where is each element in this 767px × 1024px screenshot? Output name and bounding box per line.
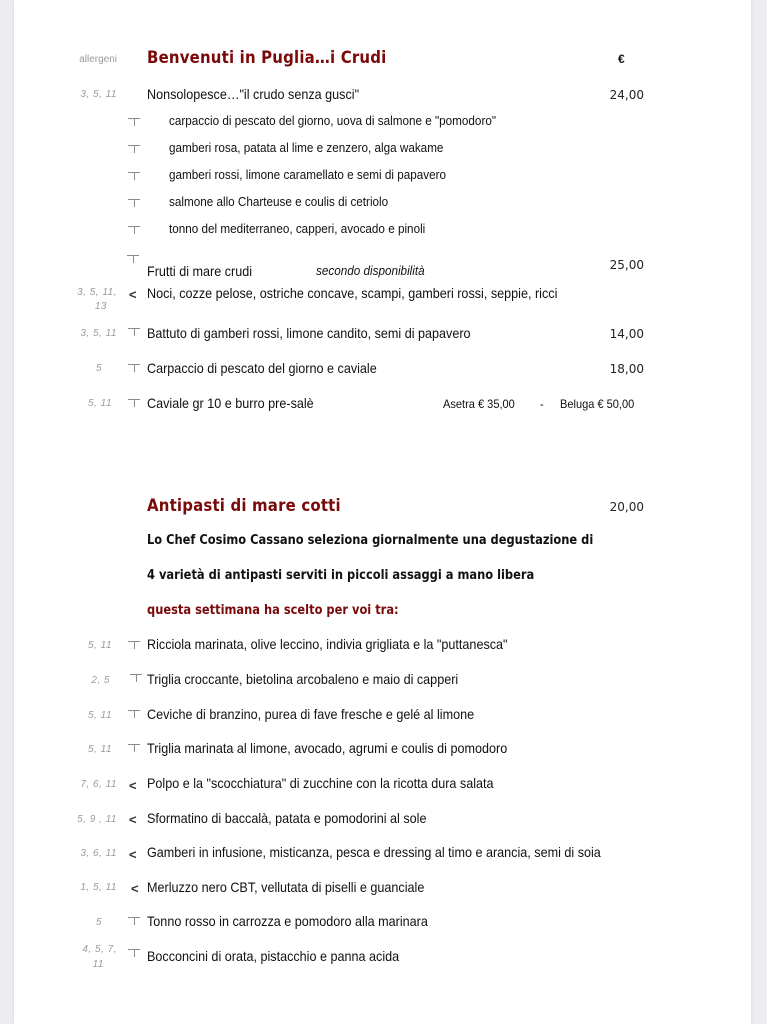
cotti-item-9: Tonno rosso in carrozza e pomodoro alla marinara bbox=[147, 913, 428, 929]
allergens-cotti-5: 7, 6, 11 bbox=[80, 779, 117, 790]
item-nonsolopesce: Nonsolopesce…"il crudo senza gusci" bbox=[147, 86, 360, 102]
allergens-cotti-8: 1, 5, 11 bbox=[80, 882, 117, 893]
fish-marker-icon bbox=[127, 117, 141, 127]
component-3: gamberi rossi, limone caramellato e semi di papavero bbox=[169, 167, 447, 182]
component-4: salmone allo Charteuse e coulis di cetriolo bbox=[169, 194, 389, 209]
fish-marker-icon bbox=[127, 198, 141, 208]
fish-marker-icon bbox=[127, 398, 141, 408]
availability-note: secondo disponibilità bbox=[316, 263, 425, 278]
allergens-cotti-2: 2, 5 bbox=[91, 675, 110, 686]
shellfish-marker-icon: < bbox=[129, 778, 137, 793]
fish-marker-icon bbox=[127, 709, 141, 719]
allergens-column-label: allergeni bbox=[79, 54, 117, 65]
shellfish-marker-icon: < bbox=[129, 847, 137, 862]
frutti-detail: Noci, cozze pelose, ostriche concave, scampi, gamberi rossi, seppie, ricci bbox=[147, 285, 558, 301]
item-carpaccio: Carpaccio di pescato del giorno e caviale bbox=[147, 360, 377, 376]
allergens-cotti-3: 5, 11 bbox=[88, 710, 112, 721]
fish-marker-icon bbox=[127, 640, 141, 650]
cotti-choice-intro: questa settimana ha scelto per voi tra: bbox=[147, 603, 399, 618]
fish-marker-icon bbox=[127, 171, 141, 181]
cotti-item-4: Triglia marinata al limone, avocado, agrumi e coulis di pomodoro bbox=[147, 740, 508, 756]
cotti-item-1: Ricciola marinata, olive leccino, indivia grigliata e la "puttanesca" bbox=[147, 636, 508, 652]
fish-marker-icon bbox=[127, 225, 141, 235]
price-separator: - bbox=[540, 397, 544, 411]
cotti-item-6: Sformatino di baccalà, patata e pomodorini al sole bbox=[147, 810, 427, 826]
fish-marker-icon bbox=[127, 363, 141, 373]
cotti-item-7: Gamberi in infusione, misticanza, pesca e dressing al timo e arancia, semi di soia bbox=[147, 844, 601, 860]
fish-marker-icon bbox=[127, 743, 141, 753]
fish-marker-icon bbox=[127, 327, 141, 337]
allergens-frutti-line2: 13 bbox=[94, 301, 107, 312]
item-battuto: Battuto di gamberi rossi, limone candito, semi di papavero bbox=[147, 325, 471, 341]
cotti-description-line2: 4 varietà di antipasti serviti in piccoli assaggi a mano libera bbox=[147, 568, 535, 583]
fish-marker-icon bbox=[127, 948, 141, 958]
cotti-item-10: Bocconcini di orata, pistacchio e panna acida bbox=[147, 948, 400, 964]
allergens-cotti-6: 5, 9 , 11 bbox=[77, 814, 117, 825]
allergens-cotti-9: 5 bbox=[95, 917, 102, 928]
allergens-cotti-4: 5, 11 bbox=[88, 744, 112, 755]
allergens-cotti-1: 5, 11 bbox=[88, 640, 112, 651]
price-battuto: 14,00 bbox=[609, 327, 644, 341]
cotti-item-5: Polpo e la "scocchiatura" di zucchine con la ricotta dura salata bbox=[147, 775, 494, 791]
allergens-cotti-7: 3, 6, 11 bbox=[80, 848, 117, 859]
price-carpaccio: 18,00 bbox=[609, 362, 644, 376]
fish-marker-icon bbox=[127, 916, 141, 926]
fish-marker-icon bbox=[129, 673, 143, 683]
allergens-cotti-10-line1: 4, 5, 7, bbox=[82, 944, 117, 955]
allergens-nonsolopesce: 3, 5, 11 bbox=[80, 89, 117, 100]
item-caviale: Caviale gr 10 e burro pre-salè bbox=[147, 395, 314, 411]
cotti-item-2: Triglia croccante, bietolina arcobaleno e maio di capperi bbox=[147, 671, 459, 687]
menu-page bbox=[14, 0, 751, 1024]
component-5: tonno del mediterraneo, capperi, avocado e pinoli bbox=[169, 221, 426, 236]
price-beluga: Beluga € 50,00 bbox=[560, 397, 635, 411]
cotti-item-8: Merluzzo nero CBT, vellutata di piselli e guanciale bbox=[147, 879, 425, 895]
component-1: carpaccio di pescato del giorno, uova di salmone e "pomodoro" bbox=[169, 113, 497, 128]
price-cotti: 20,00 bbox=[609, 500, 644, 514]
fish-marker-icon bbox=[127, 144, 141, 154]
price-frutti-di-mare: 25,00 bbox=[609, 258, 644, 272]
price-asetra: Asetra € 35,00 bbox=[443, 397, 515, 411]
price-nonsolopesce: 24,00 bbox=[609, 88, 644, 102]
fish-marker-icon bbox=[126, 254, 140, 264]
item-frutti-di-mare: Frutti di mare crudi bbox=[147, 263, 253, 279]
cotti-item-3: Ceviche di branzino, purea di fave fresche e gelé al limone bbox=[147, 706, 475, 722]
allergens-caviale: 5, 11 bbox=[88, 398, 112, 409]
shellfish-marker-icon: < bbox=[131, 881, 139, 896]
currency-column-label: € bbox=[618, 52, 625, 66]
allergens-battuto: 3, 5, 11 bbox=[80, 328, 117, 339]
section-title-crudi: Benvenuti in Puglia…i Crudi bbox=[147, 48, 387, 68]
shellfish-marker-icon: < bbox=[129, 287, 137, 302]
allergens-frutti-line1: 3, 5, 11, bbox=[77, 287, 117, 298]
allergens-carpaccio: 5 bbox=[95, 363, 102, 374]
allergens-cotti-10-line2: 11 bbox=[92, 959, 104, 970]
shellfish-marker-icon: < bbox=[129, 812, 137, 827]
cotti-description-line1: Lo Chef Cosimo Cassano seleziona giornalmente una degustazione di bbox=[147, 533, 594, 548]
component-2: gamberi rosa, patata al lime e zenzero, alga wakame bbox=[169, 140, 444, 155]
section-title-cotti: Antipasti di mare cotti bbox=[147, 496, 341, 516]
